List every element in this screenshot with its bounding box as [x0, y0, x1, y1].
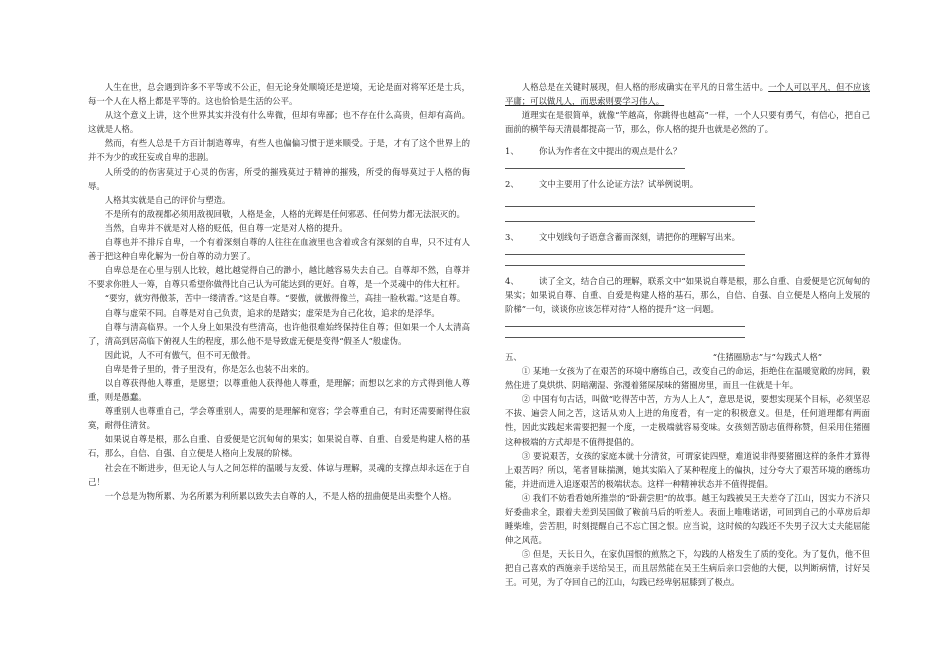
- right-column: [505, 80, 870, 590]
- left-paragraph: 如果说自尊是根，那么自重、自爱便是它沉甸甸的果实；如果说自尊、自重、自爱是构建人格的基石，那么，自信、自强、自立便是人格向上发展的阶梯。: [88, 434, 470, 459]
- section-heading: [505, 350, 870, 364]
- section-paragraph: ② 中国有句古话，叫做“吃得苦中苦，方为人上人”，意思是说，要想实现某个目标，必须坚忍不拔、遍尝人间之苦，这话从劝人上进的角度看，有一定的积极意义。但是，任何道理都有两面性，因此实践起来需要把握一个度，一走极端就容易变味。女孩刻苦励志值得称赞，但采用住猪圈这种极端的方式却是不值得提倡的。: [505, 394, 870, 447]
- question-3: [505, 230, 870, 266]
- left-paragraph: 自卑总是在心里与别人比较，越比越觉得自己的渺小，越比越容易失去自己。自尊却不然，自尊并不要求你胜人一筹，自尊只希望你做得比自己认为可能达到的更好。自尊，是一个灵魂中的伟大杠杆。: [88, 265, 470, 290]
- intro-paragraph: 道理实在是很简单，就像“竿越高，你跳得也越高”一样，一个人只要有勇气，有信心，把自己面前的横竿每天清晨都提高一节，那么，你人格的提升也就是必然的了。: [505, 110, 870, 135]
- left-paragraph: 自尊与虚荣不同。自尊是对自己负责，追求的是踏实；虚荣是为自己化妆，追求的是浮华。: [104, 307, 440, 318]
- question-text: 文中主要用了什么论证方法？试举例说明。: [539, 179, 699, 190]
- answer-line[interactable]: [505, 255, 745, 266]
- left-paragraph: 自卑是骨子里的，骨子里没有，你是怎么也装不出来的。: [104, 363, 315, 374]
- question-text: 你认为作者在文中提出的观点是什么？: [539, 146, 682, 157]
- answer-line[interactable]: [505, 316, 745, 327]
- intro-text: 人格总是在关键时展现，但人格的形成确实在平凡的日常生活中。: [521, 82, 769, 92]
- intro-paragraph: [505, 80, 870, 108]
- question-number: 1、: [505, 146, 519, 157]
- section-title: “住猪圈励志”与“勾践式人格”: [712, 351, 822, 362]
- section-paragraph: ① 某地一女孩为了在艰苦的环境中磨练自己，改变自己的命运，拒绝住在温暖宽敞的房间，毅然住进了臭烘烘、阴暗潮湿、弥漫着猪屎尿味的猪圈房里，而且一住就是十年。: [505, 366, 870, 391]
- left-paragraph: “要穷，就穷得傲茶，苦中一缕清香。”这是自尊。“要傲，就傲得像兰，高挂一脸秋霜。”这是自尊。: [104, 293, 466, 304]
- section-paragraph: ④ 我们不妨看看她所推崇的“卧薪尝胆”的故事。越王勾践被吴王夫差夺了江山，因实力不济只好委曲求全，跟着夫差到吴国做了鞍前马后的听差人。表面上唯唯诺诺，可回到自己的小草房后却睡柴堆，尝苦胆，时刻提醒自己不忘亡国之恨。应当说，这时候的勾践还不失男子汉大丈夫能屈能伸之风范。: [505, 492, 870, 546]
- question-2: [505, 177, 870, 221]
- left-paragraph: 然而，有些人总是千方百计制造尊卑，有些人也偏偏习惯于逆来顺受。于是，才有了这个世界上的并不为少的或狂妄或自卑的悲剧。: [88, 138, 470, 163]
- left-paragraph: 因此说，人不可有傲气，但不可无傲骨。: [104, 349, 256, 360]
- left-paragraph: 人所受的的伤害莫过于心灵的伤害，所受的摧残莫过于精神的摧残，所受的侮辱莫过于人格的侮辱。: [88, 166, 470, 191]
- section-5: [505, 350, 870, 590]
- answer-line[interactable]: [505, 196, 755, 207]
- left-paragraph: 社会在不断进步，但无论人与人之间怎样的温暖与友爱、体谅与理解，灵魂的支撑点却永远在于自己！: [88, 462, 470, 487]
- question-text: 文中划线句子语意含蓄而深刻，请把你的理解写出来。: [539, 231, 740, 242]
- answer-line[interactable]: [505, 327, 745, 338]
- question-number: 2、: [505, 179, 519, 190]
- left-paragraph: 自尊与清高临界。一个人身上如果没有些清高，也许他很难始终保持住自尊；但如果一个人太清高了，清高到居高临下俯视人生的程度，那么他不是导致虚无便是变得“假圣人”般虚伪。: [88, 321, 470, 346]
- question-text: 读了全文，结合自己的理解，联系文中“如果说自尊是根，那么自重、自爱便是它沉甸甸的果实；如果说自尊、自重、自爱是构建人格的基石，那么，自信、自强、自立便是人格向上发展的阶梯”一句，谈谈你应该怎样对待“人格的提升”这一问题。: [505, 275, 870, 314]
- question-number: 4、: [505, 275, 519, 286]
- answer-line[interactable]: [505, 244, 745, 255]
- left-paragraph: 自尊也并不排斥自卑，一个有着深刻自尊的人往往在血液里也含着或含有深刻的自卑，只不过有人善于把这种自卑化解为一份自尊的动力罢了。: [88, 237, 470, 262]
- left-paragraph: 当然，自卑并不就是对人格的贬低，但自尊一定是对人格的提升。: [104, 222, 348, 233]
- left-paragraph: 人生在世，总会遇到许多不平等或不公正，但无论身处顺境还是逆境，无论是面对将军还是士兵，每一个人在人格上都是平等的。这也恰恰是生活的公平。: [88, 82, 470, 107]
- question-4: [505, 274, 870, 338]
- answer-line[interactable]: [505, 211, 755, 222]
- left-column: [88, 80, 470, 503]
- underlined-sentence: 一个人可以平凡，但不应该平庸；可以做凡人，而思索则要学习伟人。: [505, 82, 870, 107]
- left-paragraph: 以自尊获得他人尊重，是愿望；以尊重他人获得他人尊重，是理解；而想以乞求的方式得到他人尊重，则是愚蠢。: [88, 377, 470, 403]
- question-number: 3、: [505, 231, 519, 242]
- section-paragraph: ⑤ 但是，天长日久，在家仇国恨的煎熬之下，勾践的人格发生了质的变化。为了复仇，他不但把自己喜欢的西施亲手送给吴王，而且居然能在吴王生病后亲口尝他的大便，以判断病情，讨好吴王。可见，为了夺回自己的江山，勾践已经卑躬屈膝到了极点。: [505, 549, 870, 588]
- answer-line[interactable]: [505, 158, 685, 169]
- left-paragraph: 不是所有的敌视都必须用敌视回敬，人格是金，人格的光辉是任何邪恶、任何势力都无法泯灭的。: [104, 208, 465, 219]
- left-paragraph: 尊重别人也尊重自己，学会尊重别人，需要的是理解和宽容；学会尊重自己，有时还需要耐得住寂寞，耐得住清贫。: [88, 406, 470, 431]
- left-paragraph: 从这个意义上讲，这个世界其实并没有什么卑微，但却有卑鄙；也不存在什么高贵，但却有高尚。这就是人格。: [88, 110, 470, 135]
- question-1: [505, 144, 870, 169]
- section-number: 五、: [505, 351, 522, 362]
- left-paragraph: 一个总是为物所累、为名所累为利所累以致失去自尊的人，不是人格的扭曲便是出卖整个人格。: [104, 490, 457, 501]
- left-paragraph: 人格其实就是自己的评价与塑造。: [104, 194, 231, 205]
- section-paragraph: ③ 要说艰苦，女孩的家庭本就十分清贫，可谓家徒四壁，难道说非得要猪圈这样的条件才算得上艰苦吗？所以，笔者冒昧揣测，她其实陷入了某种程度上的偏执，过分夸大了艰苦环境的磨练功能，并进而进入追逐艰苦的极端状态。这样一种精神状态并不值得提倡。: [505, 450, 870, 489]
